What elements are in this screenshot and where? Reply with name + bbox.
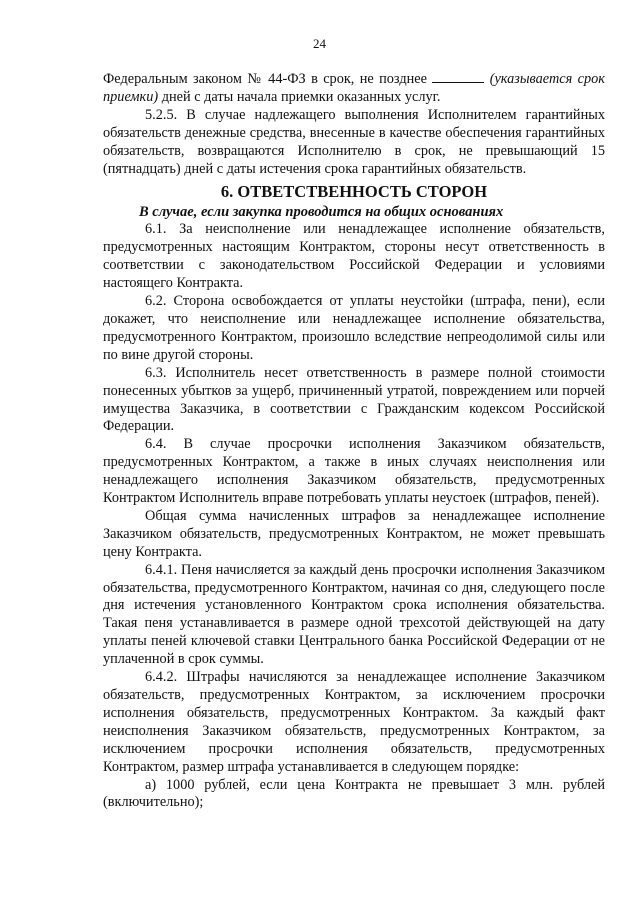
paragraph-5-2-5: 5.2.5. В случае надлежащего выполнения Исполнителем гарантийных обязательств денежные средства, внесенные в качестве обеспечения гарантийных обязательств, возвращаются Исполнителю в срок, не превышающий 15 (пятнадцать) дней с даты истечения срока гарантийных обязательств.: [103, 106, 605, 177]
document-body: [103, 70, 605, 812]
paragraph-total-fines: Общая сумма начисленных штрафов за ненадлежащее исполнение Заказчиком обязательств, предусмотренных Контрактом, не может превышать цену Контракта.: [103, 507, 605, 560]
paragraph-list-item-a: а) 1000 рублей, если цена Контракта не превышает 3 млн. рублей (включительно);: [103, 776, 605, 811]
paragraph-6-2: 6.2. Сторона освобождается от уплаты неустойки (штрафа, пени), если докажет, что неисполнение или ненадлежащее исполнение обязательства, предусмотренного Контрактом, произошло вследствие непреодолимой силы или по вине другой стороны.: [103, 293, 605, 363]
section-heading: 6. ОТВЕТСТВЕННОСТЬ СТОРОН: [220, 182, 488, 202]
blank-line: [432, 70, 484, 83]
paragraph-text: дней с даты начала приемки оказанных услуг.: [158, 88, 441, 105]
italic-note: (указывается срок приемки): [103, 71, 605, 105]
paragraph-text: Федеральным законом № 44-ФЗ в срок, не позднее: [103, 71, 433, 87]
paragraph-6-4-2: 6.4.2. Штрафы начисляются за ненадлежащее исполнение Заказчиком обязательств, предусмотренных Контрактом, за исключением просрочки исполнения обязательств, предусмотренных Контрактом. За каждый факт неисполнения Заказчиком обязательств, предусмотренных Контрактом, за исключением просрочки исполнения обязательств, предусмотренных Контрактом, размер штрафа устанавливается в следующем порядке:: [103, 669, 605, 775]
paragraph-6-3: 6.3. Исполнитель несет ответственность в размере полной стоимости понесенных убытков за ущерб, причиненный утратой, повреждением или порчей имущества Заказчика, в соответствии с Гражданским кодексом Российской Федерации.: [103, 364, 605, 435]
paragraph-6-1: 6.1. За неисполнение или ненадлежащее исполнение обязательств, предусмотренных настоящим Контрактом, стороны несут ответственность в соответствии с законодательством Российской Федерации и условиями настоящего Контракта.: [103, 221, 605, 292]
paragraph-continuation: [103, 70, 605, 107]
paragraph-6-4: 6.4. В случае просрочки исполнения Заказчиком обязательств, предусмотренных Контрактом, а также в иных случаях неисполнения или ненадлежащего исполнения Заказчиком обязательств, предусмотренных Контрактом Исполнитель вправе потребовать уплаты неустоек (штрафов, пеней).: [103, 436, 605, 507]
paragraph-6-4-1: 6.4.1. Пеня начисляется за каждый день просрочки исполнения Заказчиком обязательства, предусмотренного Контрактом, начиная со дня, следующего после дня истечения установленного Контрактом срока исполнения обязательства. Такая пеня устанавливается в размере одной трехсотой действующей на дату уплаты пеней ключевой ставки Центрального банка Российской Федерации от не уплаченной в срок суммы.: [103, 561, 605, 668]
page-number: 24: [313, 36, 326, 51]
section-subheading: В случае, если закупка проводится на общих основаниях: [139, 204, 504, 221]
